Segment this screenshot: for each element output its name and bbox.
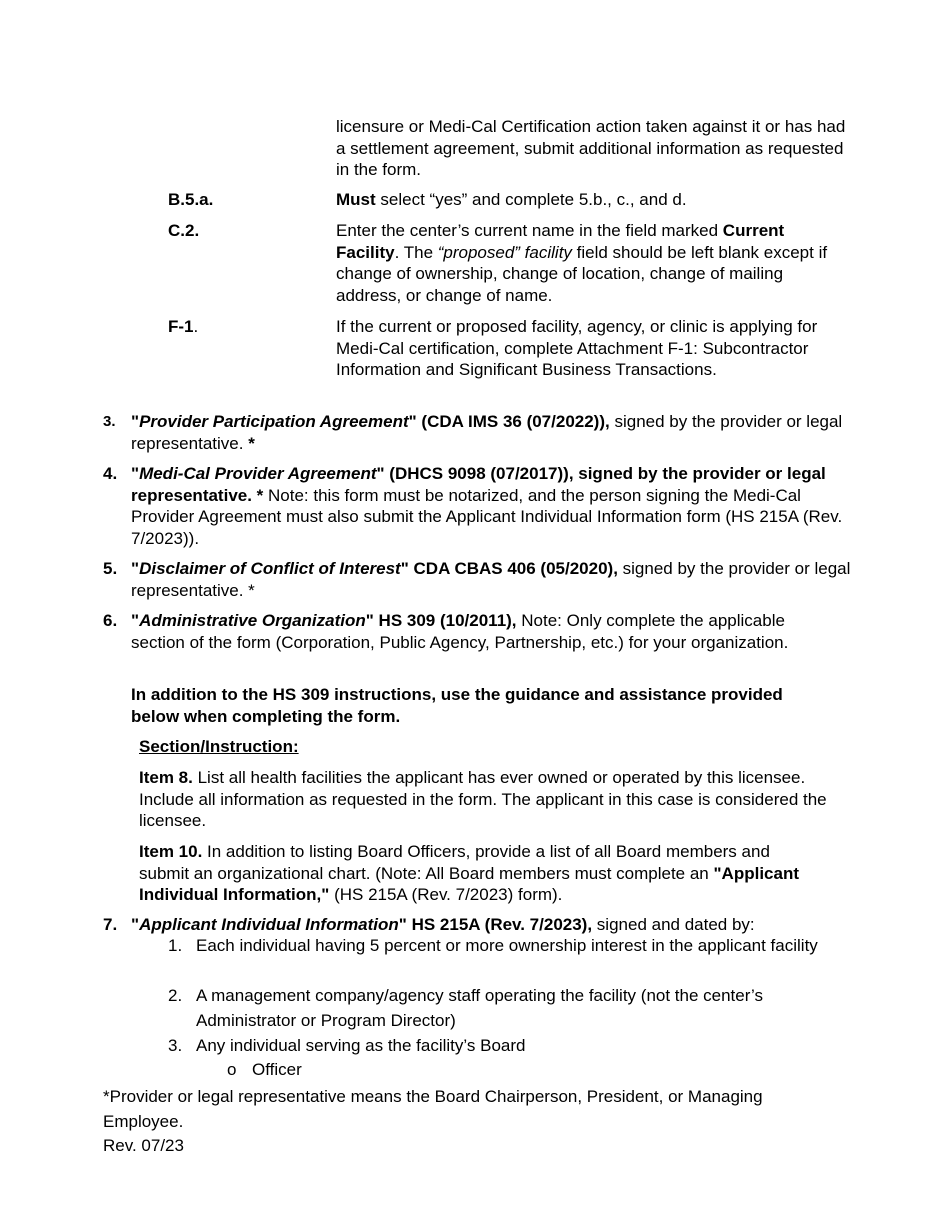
hs309-guidance: In addition to the HS 309 instructions, use the guidance and assistance provided below when completing the form. bbox=[131, 685, 783, 726]
sublist-number: 2. bbox=[168, 986, 183, 1005]
item-number-4: 4. bbox=[103, 464, 118, 483]
sublist-item: Any individual serving as the facility’s Board bbox=[196, 1036, 526, 1055]
item-7: "Applicant Individual Information" HS 215A (Rev. 7/2023), signed and dated by: bbox=[131, 915, 755, 934]
continued-paragraph: licensure or Medi-Cal Certification action taken against it or has had a settlement agreement, submit additional information as requested in the form. bbox=[336, 117, 846, 179]
item-6: "Administrative Organization" HS 309 (10/2011), Note: Only complete the applicable section of the form (Corporation, Public Agency, Partnership, etc.) for your organization. bbox=[131, 611, 789, 652]
bullet-marker: o bbox=[227, 1060, 237, 1079]
item-number-6: 6. bbox=[103, 611, 118, 630]
item-number-7: 7. bbox=[103, 915, 118, 934]
footnote: *Provider or legal representative means the Board Chairperson, President, or Managing Employee. bbox=[103, 1087, 763, 1131]
row-desc-b5a: Must select “yes” and complete 5.b., c., and d. bbox=[336, 190, 687, 209]
revision-date: Rev. 07/23 bbox=[103, 1136, 184, 1155]
row-code-b5a: B.5.a. bbox=[168, 190, 214, 209]
item-10-paragraph: Item 10. In addition to listing Board Officers, provide a list of all Board members and submit an organizational chart. (Note: All Board members must complete an "Applicant Individual Information," (HS 215A (Rev. 7/2023) form). bbox=[139, 842, 800, 904]
sublist-item: Each individual having 5 percent or more ownership interest in the applicant facility bbox=[196, 936, 818, 955]
item-number-3: 3. bbox=[103, 413, 116, 430]
row-desc-f1: If the current or proposed facility, agency, or clinic is applying for Medi-Cal certification, complete Attachment F-1: Subcontractor Information and Significant Business Transactions. bbox=[336, 317, 818, 379]
row-code-c2: C.2. bbox=[168, 221, 200, 240]
section-instruction-heading: Section/Instruction: bbox=[139, 737, 299, 756]
sublist-number: 1. bbox=[168, 936, 183, 955]
item-4: "Medi-Cal Provider Agreement" (DHCS 9098 (07/2017)), signed by the provider or legal representative. * Note: this form must be notarized, and the person signing the Medi-Cal Provider Agreement must also submit the Applicant Individual Information form (HS 215A (Rev. 7/2023)). bbox=[131, 464, 843, 548]
bullet-item-officer: Officer bbox=[252, 1060, 302, 1079]
row-desc-c2: Enter the center’s current name in the field marked Current Facility. The “proposed” facility field should be left blank except if change of ownership, change of location, change of mailing address, or change of name. bbox=[336, 221, 828, 305]
item-number-5: 5. bbox=[103, 559, 118, 578]
item-5: "Disclaimer of Conflict of Interest" CDA CBAS 406 (05/2020), signed by the provider or legal representative. * bbox=[131, 559, 851, 600]
row-code-f1: F-1. bbox=[168, 317, 199, 336]
sublist-number: 3. bbox=[168, 1036, 183, 1055]
sublist-item: A management company/agency staff operating the facility (not the center’s Administrator or Program Director) bbox=[196, 986, 764, 1030]
item-8-paragraph: Item 8. List all health facilities the applicant has ever owned or operated by this licensee. Include all information as requested in the form. The applicant in this case is considered the licensee. bbox=[139, 768, 827, 830]
item-3: "Provider Participation Agreement" (CDA IMS 36 (07/2022)), signed by the provider or legal representative. * bbox=[131, 412, 843, 453]
